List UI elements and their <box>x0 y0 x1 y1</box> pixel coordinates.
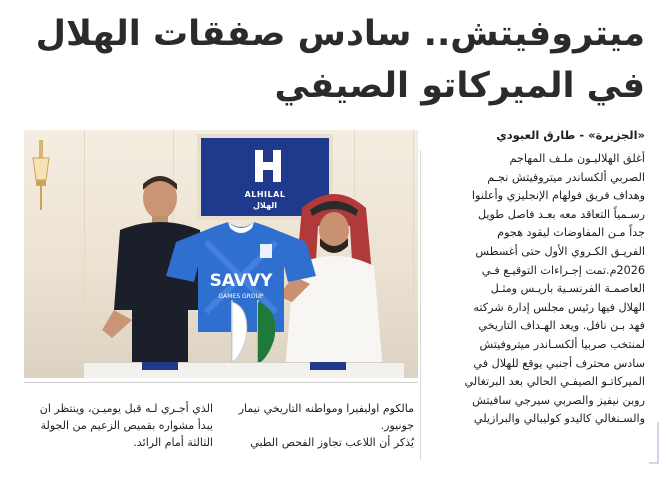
caption-line: يُذكر أن اللاعب تجاوز الفحص الطبي <box>250 436 414 449</box>
caption-line: جونيور. <box>380 419 414 432</box>
text-column-continuation-2 <box>23 400 213 451</box>
byline: «الجزيرة» - طارق العبودي <box>496 128 645 142</box>
document-folder-right <box>310 362 346 370</box>
screen-text-en: ALHILAL <box>244 190 286 199</box>
caption-line: مالكوم اوليفيرا ومواطنه التاريخي نيمار <box>238 402 414 415</box>
caption-line: الثالثة أمام الرائد. <box>133 436 213 449</box>
body-line: سادس محترف أجنبي يوقع للهلال في <box>473 356 645 370</box>
body-line: رسـمياً التعاقد معه بعـد فاصل طويل <box>477 207 645 221</box>
caption-line: الذي أجـري لـه قبل يوميـن، وينتظر ان <box>39 402 213 415</box>
alhilal-logo-icon <box>251 148 285 184</box>
body-line: لمنتخب صربيا ألكسـاندر ميتروفيتش <box>479 337 645 351</box>
body-line: 2026م.تمت إجـراءات التوقيـع فـي <box>481 263 645 277</box>
headline-line-1: ميتروفيتش.. سادس صفقات الهلال <box>35 14 645 54</box>
body-line: الميركاتـو الصيفـي الحالي بعد البرتغالي <box>464 375 645 389</box>
caption-divider <box>24 382 418 383</box>
jersey-sponsor: SAVVY <box>209 271 273 291</box>
wall-sconce-icon <box>30 140 52 210</box>
headline-line-2: في الميركاتو الصيفي <box>274 66 645 106</box>
body-line: الهلال فيها رئيس مجلس إدارة شركته <box>473 300 645 314</box>
body-line: فهد بـن نافل. ويعد الهـداف التاريخي <box>478 319 645 333</box>
jersey-sponsor-sub: GAMES GROUP <box>218 293 264 300</box>
body-line: الفريـق الكـروي الأول حتى أغسطس <box>475 244 645 258</box>
screen-text-ar: الهلال <box>252 201 278 210</box>
corner-frame-mark <box>649 422 659 464</box>
article-body <box>440 150 645 429</box>
article-photo <box>24 130 418 378</box>
body-line: جداً مـن المفاوضات ليقود هجوم <box>497 226 645 240</box>
body-line: والسـنغالي كاليدو كوليبالي والبرازيلي <box>473 412 645 426</box>
caption-line: يبدأ مشواره بقميص الزعيم من الجولة <box>40 419 213 432</box>
body-line: العاصمـة الفرنسـية باريـس ومثـل <box>490 282 645 296</box>
body-line: روبن نيفيز والصربي سيرجي سافيتش <box>472 393 645 407</box>
text-column-continuation-1 <box>234 400 414 451</box>
body-line: الصربي ألكساندر ميتروفيتش نجـم <box>487 170 645 184</box>
body-line: وهداف فريق فولهام الإنجليزي وأعلنوا <box>471 189 645 203</box>
document-folder-left <box>142 362 178 370</box>
column-divider <box>420 150 421 460</box>
signing-table <box>84 362 404 378</box>
body-line: أغلق الهلاليـون ملـف المهاجم <box>509 152 645 165</box>
